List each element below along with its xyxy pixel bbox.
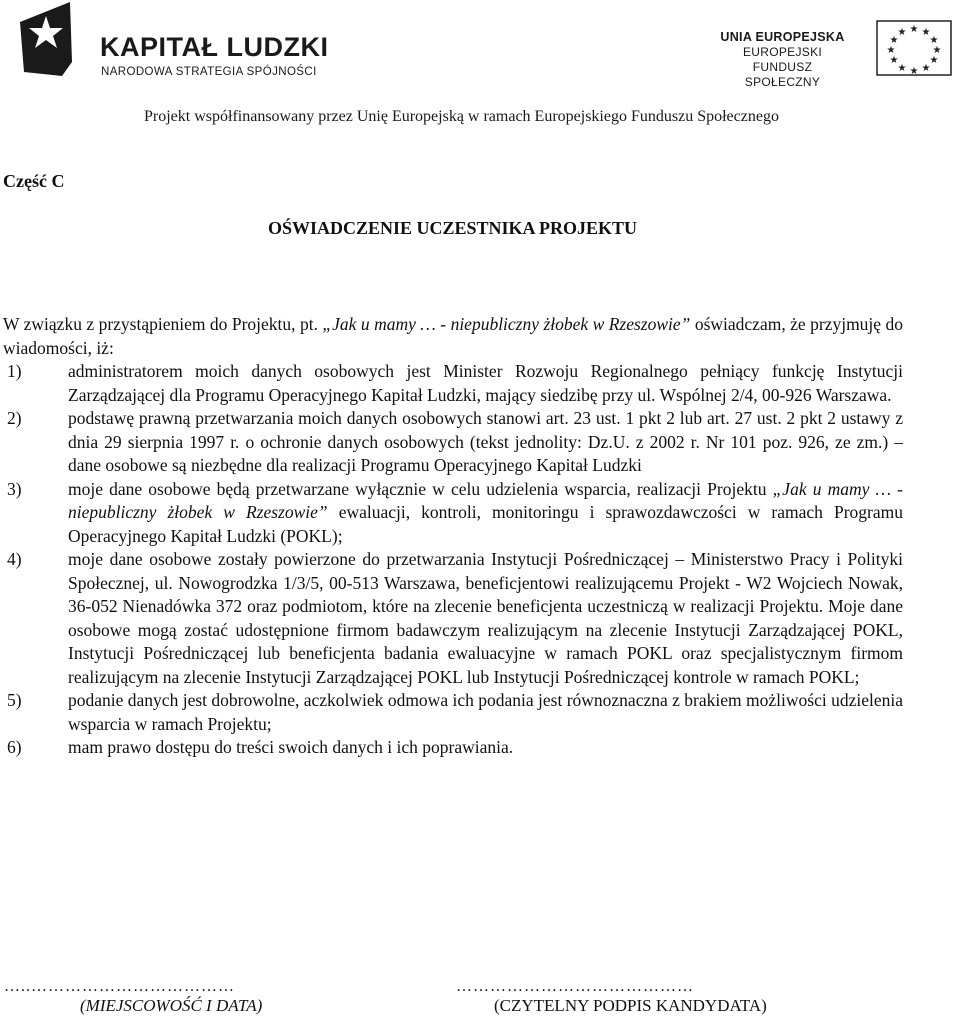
list-item-number: 4) bbox=[7, 549, 22, 569]
svg-text:★: ★ bbox=[889, 35, 899, 46]
list-item-text: mam prawo dostępu do treści swoich danych i ich poprawiania. bbox=[68, 737, 514, 757]
list-item bbox=[3, 689, 903, 736]
kapital-ludzki-subtitle: NARODOWA STRATEGIA SPÓJNOŚCI bbox=[101, 66, 317, 78]
signature-candidate-label: (CZYTELNY PODPIS KANDYDATA) bbox=[494, 996, 767, 1015]
svg-text:★: ★ bbox=[921, 63, 931, 74]
list-item bbox=[3, 736, 903, 760]
intro-paragraph bbox=[3, 313, 903, 360]
list-item bbox=[3, 407, 903, 478]
signature-candidate-line: …………………………………… bbox=[456, 978, 694, 995]
svg-text:★: ★ bbox=[929, 55, 939, 66]
eu-flag-icon bbox=[876, 20, 952, 76]
list-item-text: podstawę prawną przetwarzania moich danych osobowych stanowi art. 23 ust. 1 pkt 2 lub art. 27 ust. 2 pkt 2 ustawy z dnia 29 sierpnia 1997 r. o ochronie danych osobowych (tekst jednolity: Dz.U. z 2002 r. Nr 101 poz. 926, ze zm.) – dane osobowe są niezbędne dla realizacji Programu Operacyjnego Kapitał Ludzki bbox=[68, 408, 903, 475]
list-item-number: 2) bbox=[7, 408, 22, 428]
svg-text:★: ★ bbox=[889, 55, 899, 66]
list-item-text: ewaluacji, kontroli, monitoringu i sprawozdawczości w ramach Programu Operacyjnego Kapitał Ludzki (POKL); bbox=[68, 502, 903, 546]
svg-text:★: ★ bbox=[932, 45, 942, 56]
svg-text:★: ★ bbox=[909, 24, 919, 35]
list-item-number: 3) bbox=[7, 478, 22, 499]
list-item-text: moje dane osobowe będą przetwarzane wyłącznie w celu udzielenia wsparcia, realizacji Projektu bbox=[68, 478, 773, 499]
ue-line-1: UNIA EUROPEJSKA bbox=[720, 30, 845, 44]
svg-text:★: ★ bbox=[897, 27, 907, 38]
signature-place-date-line: …..……………………………… bbox=[4, 978, 235, 995]
cofinancing-banner: Projekt współfinansowany przez Unię Europejską w ramach Europejskiego Funduszu Społecznego bbox=[144, 108, 779, 125]
list-item-text: podanie danych jest dobrowolne, aczkolwiek odmowa ich podania jest równoznaczna z brakiem możliwości udzielenia wsparcia w ramach Projektu; bbox=[68, 690, 903, 734]
ue-line-3: FUNDUSZ SPOŁECZNY bbox=[744, 60, 821, 89]
ue-line-2: EUROPEJSKI bbox=[742, 45, 823, 59]
list-item bbox=[3, 360, 903, 407]
list-item-text: moje dane osobowe zostały powierzone do przetwarzania Instytucji Pośredniczącej – Ministerstwo Pracy i Polityki Społecznej, ul. Nowogrodzka 1/3/5, 00-513 Warszawa, beneficjentowi realizującemu Projekt - W2 Wojciech Nowak, 36-052 Nienadówka 372 oraz podmiotom, które na zlecenie beneficjenta uczestniczą w realizacji Projektu. Moje dane osobowe mogą zostać udostępnione firmom badawczym realizującym na zlecenie Instytucji Zarządzającej POKL, Instytucji Pośredniczącej lub beneficjenta badania ewaluacyjne w ramach POKL oraz specjalistycznym firmom realizującym na zlecenie Instytucji Zarządzającej POKL lub Instytucji Pośredniczącej kontrole w ramach POKL; bbox=[68, 549, 903, 687]
list-item-text: administratorem moich danych osobowych jest Minister Rozwoju Regionalnego pełniący funkcję Instytucji Zarządzającej dla Programu Operacyjnego Kapitał Ludzki, mający siedzibę przy ul. Wspólnej 2/4, 00-926 Warszawa. bbox=[68, 361, 903, 405]
svg-text:★: ★ bbox=[886, 45, 896, 56]
svg-text:★: ★ bbox=[929, 35, 939, 46]
kapital-ludzki-title: KAPITAŁ LUDZKI bbox=[100, 32, 329, 62]
intro-text-1: W związku z przystąpieniem do Projektu, pt. bbox=[3, 314, 323, 334]
list-item-project-name: „Jak u mamy … - niepubliczny żłobek w Rzeszowie” bbox=[68, 478, 904, 522]
list-item-number: 1) bbox=[7, 361, 22, 381]
intro-text-2: oświadczam, że przyjmuję do wiadomości, iż: bbox=[3, 314, 903, 358]
statement-list bbox=[3, 360, 903, 760]
list-item-number: 6) bbox=[7, 737, 22, 757]
signature-place-date-label: (MIEJSCOWOŚĆ I DATA) bbox=[80, 996, 263, 1015]
list-item bbox=[3, 548, 903, 689]
document-title: OŚWIADCZENIE UCZESTNIKA PROJEKTU bbox=[267, 218, 638, 238]
ue-label bbox=[715, 30, 850, 90]
kapital-ludzki-logo-icon bbox=[14, 2, 76, 76]
document-header bbox=[0, 0, 960, 140]
svg-text:★: ★ bbox=[921, 27, 931, 38]
list-item bbox=[3, 478, 903, 549]
svg-text:★: ★ bbox=[909, 66, 919, 76]
document-part: Część C bbox=[3, 171, 65, 191]
svg-text:★: ★ bbox=[897, 63, 907, 74]
intro-project-name: „Jak u mamy … - niepubliczny żłobek w Rzeszowie” bbox=[322, 314, 691, 334]
list-item-number: 5) bbox=[7, 690, 22, 710]
